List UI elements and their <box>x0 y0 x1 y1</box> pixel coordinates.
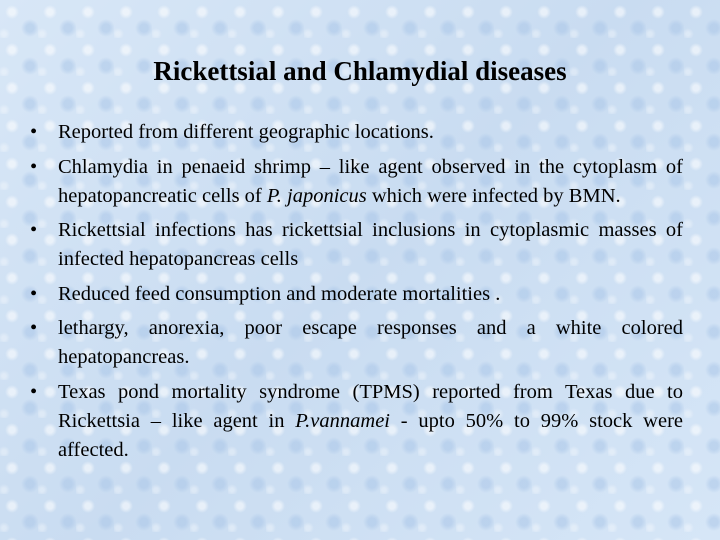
bullet-item-feed <box>30 280 683 309</box>
bullet-item-chlamydia <box>30 153 683 211</box>
bullet-icon: • <box>30 219 38 241</box>
bullet-item-rickettsial <box>30 216 683 274</box>
bullet-icon: • <box>30 380 38 403</box>
bullet-text: Rickettsial infections has rickettsial inclusions in cytoplasmic masses of infected hepatopancreas cells <box>58 219 683 270</box>
bullet-text: Reduced feed consumption and moderate mortalities . <box>58 282 501 305</box>
bullet-item-reported <box>30 118 683 147</box>
bullet-text-continued: which were infected by BMN. <box>366 184 621 207</box>
bullet-text: Reported from different geographic locations. <box>58 121 434 143</box>
bullet-text: Chlamydia in penaeid shrimp – like agent observed in the cytoplasm of hepatopancreatic cells of <box>58 155 683 207</box>
bullet-list <box>30 118 683 470</box>
bullet-item-tpms <box>30 378 683 465</box>
bullet-item-lethargy <box>30 314 683 372</box>
bullet-icon: • <box>30 121 38 143</box>
slide-title: Rickettsial and Chlamydial diseases <box>153 56 567 86</box>
species-name: P. japonicus <box>266 184 367 207</box>
bullet-icon: • <box>30 155 38 178</box>
bullet-text: Texas pond mortality syndrome (TPMS) reported from Texas due to Rickettsia – like agent in <box>58 380 683 432</box>
species-name: P.vannamei <box>295 409 390 432</box>
bullet-text-continued: - upto 50% to 99% stock were affected. <box>58 409 683 461</box>
bullet-icon: • <box>30 317 38 339</box>
bullet-text: lethargy, anorexia, poor escape responses and a white colored hepatopancreas. <box>58 317 683 368</box>
bullet-icon: • <box>30 282 38 305</box>
